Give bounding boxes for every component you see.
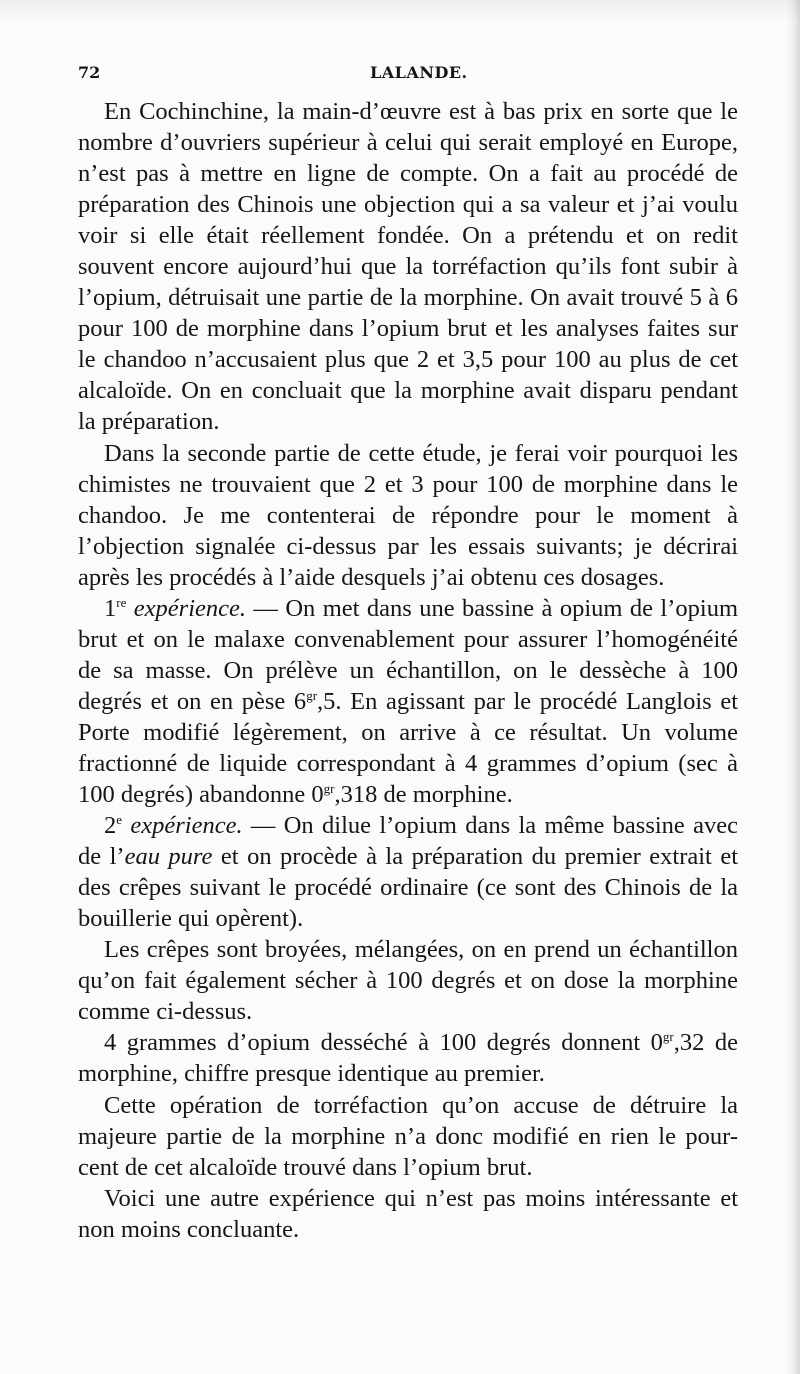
paragraph-text: — On dilue l’opium dans la même bassine avec de l’ (78, 812, 738, 871)
experiment-label: expérience. (130, 812, 243, 840)
ordinal-superscript: re (116, 594, 127, 610)
paragraph: Dans la seconde partie de cette étude, je ferai voir pourquoi les chimistes ne trouvaient que 2 et 3 pour 100 de morphine dans le chandoo. Je me contenterai de répondre pour le moment à l’objection signalée ci-dessus par les essais suivants; je décrirai après les procédés à l’aide desquels j’ai obtenu ces dosages. (78, 439, 738, 591)
experiment-label: expérience. (133, 594, 246, 622)
page-number: 72 (78, 63, 101, 82)
paragraph: Voici une autre expérience qui n’est pas moins intéressante et non moins concluante. (78, 1184, 738, 1243)
running-head: LALANDE. (370, 63, 468, 82)
paragraph: Cette opération de torréfaction qu’on accuse de détruire la majeure partie de la morphine n’a donc modifié en rien le pour-cent de cet alcaloïde trouvé dans l’opium brut. (78, 1091, 738, 1181)
paragraph-text: ,318 de morphine. (334, 781, 513, 809)
paragraph-text: 4 grammes d’opium desséché à 100 degrés donnent 0 (104, 1029, 663, 1057)
paragraph: En Cochinchine, la main-d’œuvre est à bas prix en sorte que le nombre d’ouvriers supérieur à celui qui serait employé en Europe, n’est pas à mettre en ligne de compte. On a fait au procédé de préparation des Chinois une objection qui a sa valeur et j’ai voulu voir si elle était réellement fondée. On a prétendu et on redit souvent encore aujourd’hui que la torréfaction qu’ils font subir à l’opium, détruisait une partie de la morphine. On avait trouvé 5 à 6 pour 100 de morphine dans l’opium brut et les analyses faites sur le chandoo n’accusaient plus que 2 et 3,5 pour 100 au plus de cet alcaloïde. On en concluait que la morphine avait disparu pendant la préparation. (78, 98, 738, 436)
paragraph-experiment-1 (78, 593, 738, 810)
paragraph: Les crêpes sont broyées, mélangées, on en prend un échantillon qu’on fait également sécher à 100 degrés et on dose la morphine comme ci-dessus. (78, 936, 738, 1026)
page-edge-shadow (786, 0, 800, 1374)
unit-superscript: gr (662, 1029, 674, 1045)
paragraph (78, 1027, 738, 1089)
paragraph-text: ,32 de morphine, chiffre presque identique au premier. (78, 1029, 738, 1088)
ordinal-superscript: e (116, 812, 123, 828)
experiment-number: 1 (104, 594, 117, 622)
paragraph-text: ,5. En agissant par le procédé Langlois et Porte modifié légèrement, on arrive à ce résultat. Un volume fractionné de liquide correspondant à 4 grammes d’opium (sec à 100 degrés) abandonne 0 (78, 687, 739, 809)
page-top-shading (0, 0, 800, 22)
body-text (78, 96, 738, 1245)
emphasis: eau pure (124, 843, 213, 871)
unit-superscript: gr (306, 687, 318, 703)
paragraph-text: — On met dans une bassine à opium de l’opium brut et on le malaxe convenablement pour assurer l’homogénéité de sa masse. On prélève un échantillon, on le dessèche à 100 degrés et on en pèse 6 (78, 594, 738, 715)
unit-superscript: gr (323, 781, 335, 797)
paragraph-experiment-2 (78, 810, 738, 934)
paragraph-text: et on procède à la préparation du premier extrait et des crêpes suivant le procédé ordinaire (ce sont des Chinois de la bouillerie qui opèrent). (78, 843, 739, 933)
page-header (78, 63, 738, 87)
experiment-number: 2 (104, 812, 117, 840)
